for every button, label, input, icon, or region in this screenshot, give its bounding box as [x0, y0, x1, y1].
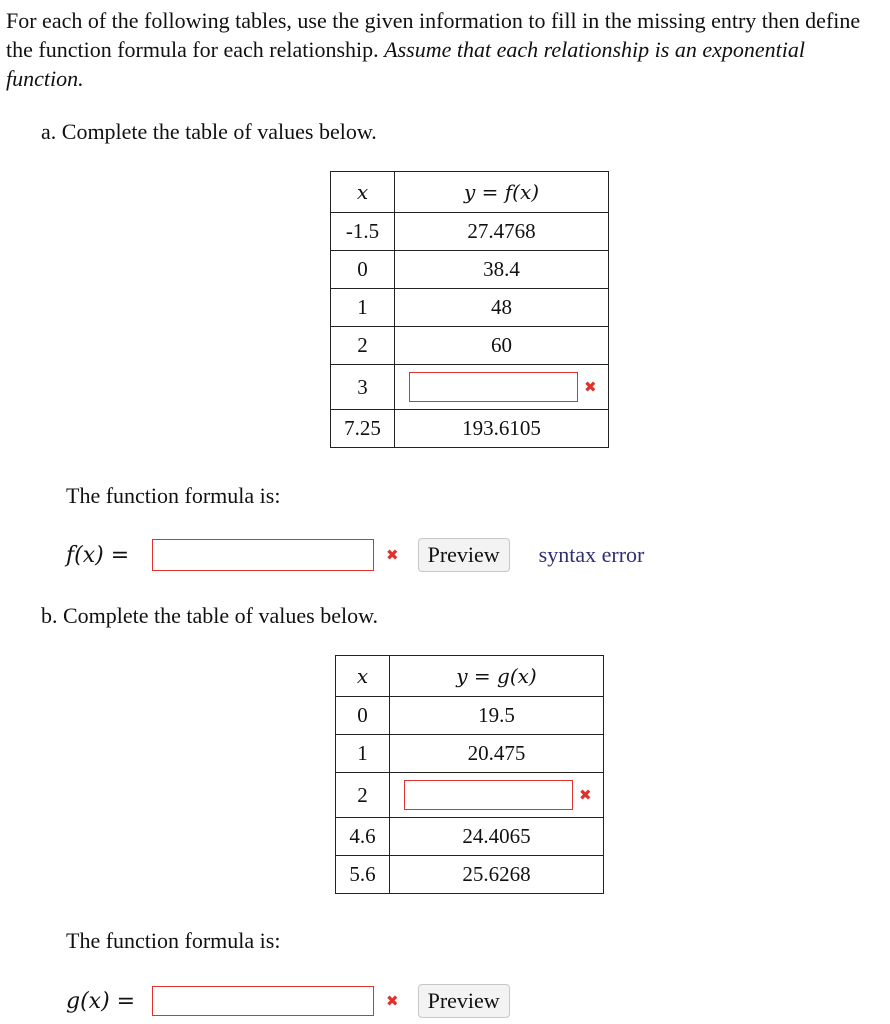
- preview-button-b[interactable]: Preview: [418, 984, 510, 1018]
- table-row: 7.25 193.6105: [331, 410, 609, 448]
- table-row: 0 38.4: [331, 251, 609, 289]
- table-row: 4.6 24.4065: [336, 818, 604, 856]
- formula-label-b: The function formula is:: [66, 928, 281, 953]
- x-mark-icon: ✖: [584, 378, 597, 396]
- x-mark-icon: ✖: [386, 992, 399, 1010]
- table-row-missing: 3 ✖: [331, 365, 609, 410]
- header-y: y = f(x): [395, 172, 609, 213]
- formula-input-f[interactable]: [152, 539, 374, 571]
- part-a-title: a. Complete the table of values below.: [41, 119, 377, 144]
- x-mark-icon: ✖: [386, 546, 399, 564]
- table-header-row: [331, 172, 609, 213]
- formula-label-a: The function formula is:: [66, 483, 281, 508]
- table-row: 0 19.5: [336, 697, 604, 735]
- table-row: 1 48: [331, 289, 609, 327]
- formula-row-b: [66, 984, 510, 1018]
- part-b-table: [335, 655, 604, 894]
- header-x: x: [336, 656, 390, 697]
- preview-button-a[interactable]: Preview: [418, 538, 510, 572]
- table-row: 2 60: [331, 327, 609, 365]
- header-y: y = g(x): [390, 656, 604, 697]
- status-text: syntax error: [538, 542, 645, 567]
- part-a-table: [330, 171, 609, 448]
- formula-lhs-f: f(x) =: [66, 542, 130, 568]
- part-b-title: b. Complete the table of values below.: [41, 603, 379, 628]
- table-header-row: [336, 656, 604, 697]
- formula-lhs-g: g(x) =: [66, 988, 136, 1014]
- table-row: 1 20.475: [336, 735, 604, 773]
- formula-input-g[interactable]: [152, 986, 374, 1016]
- missing-entry-input-a[interactable]: [409, 372, 578, 402]
- formula-row-a: [66, 538, 644, 572]
- table-row-missing: 2 ✖: [336, 773, 604, 818]
- x-mark-icon: ✖: [579, 786, 592, 804]
- table-row: 5.6 25.6268: [336, 856, 604, 894]
- table-row: -1.5 27.4768: [331, 213, 609, 251]
- instructions: For each of the following tables, use the given information to fill in the missing entry then define the function formula for each relationship. Assume that each relationship is an exponential function.: [6, 8, 861, 91]
- missing-entry-input-b[interactable]: [404, 780, 573, 810]
- header-x: x: [331, 172, 395, 213]
